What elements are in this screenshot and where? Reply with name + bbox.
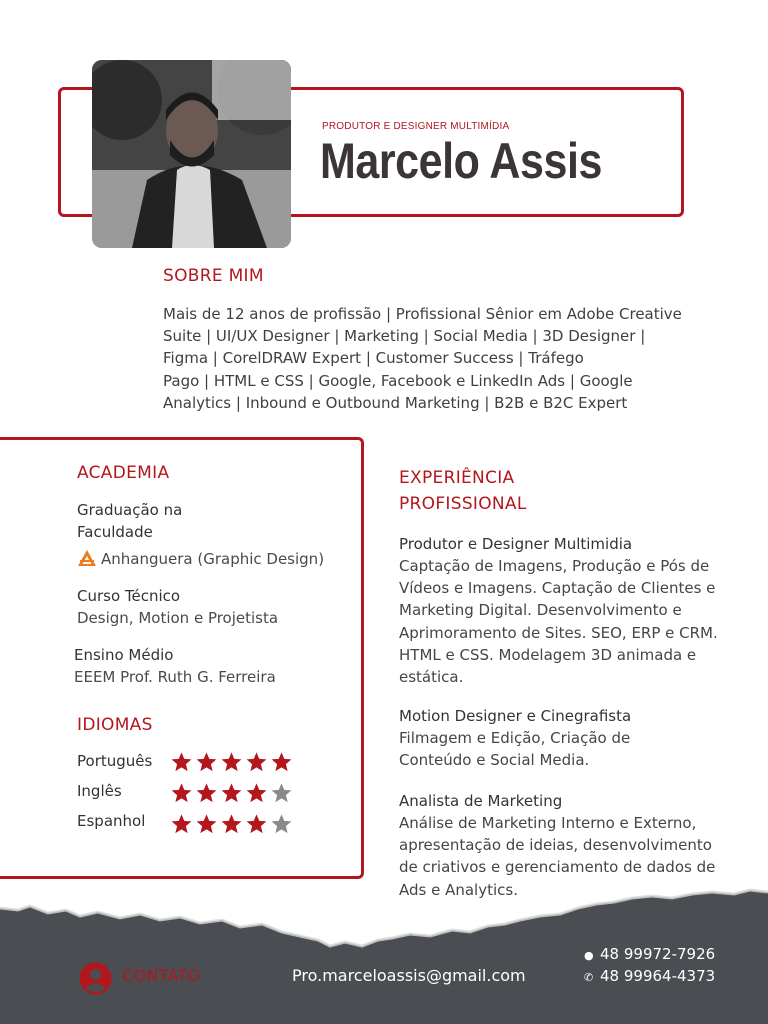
- language-name: Inglês: [77, 782, 122, 800]
- about-line: Mais de 12 anos de profissão | Profissional Sênior em Adobe Creative: [163, 305, 682, 323]
- education-heading: Curso Técnico: [77, 587, 181, 605]
- job-desc-line: Marketing Digital. Desenvolvimento e: [399, 601, 682, 620]
- star-filled-icon: [245, 751, 268, 773]
- star-filled-icon: [170, 782, 193, 804]
- experience-title-line: EXPERIÊNCIA: [399, 468, 515, 488]
- star-filled-icon: [220, 782, 243, 804]
- language-name: Português: [77, 752, 153, 770]
- education-item: [77, 499, 324, 570]
- about-line: Suite | UI/UX Designer | Marketing | Social Media | 3D Designer |: [163, 327, 646, 346]
- experience-title-line: PROFISSIONAL: [399, 494, 527, 514]
- about-line: Pago | HTML e CSS | Google, Facebook e LinkedIn Ads | Google: [163, 371, 633, 390]
- user-circle-icon: [79, 962, 112, 995]
- star-filled-icon: [195, 751, 218, 773]
- contact-label: CONTATO: [122, 966, 201, 985]
- job-desc-line: Ads e Analytics.: [399, 880, 518, 899]
- phone[interactable]: [584, 967, 715, 985]
- job-title: Analista de Marketing: [399, 792, 563, 810]
- job-desc-line: Vídeos e Imagens. Captação de Clientes e: [399, 579, 716, 598]
- profile-photo: [92, 60, 291, 248]
- about-text: [163, 303, 718, 414]
- job-subtitle: PRODUTOR E DESIGNER MULTIMÍDIA: [322, 121, 510, 132]
- job-desc-line: apresentação de ideias, desenvolvimento: [399, 836, 712, 855]
- job-item: [399, 705, 739, 771]
- job-desc-line: Aprimoramento de Sites. SEO, ERP e CRM.: [399, 623, 718, 642]
- star-filled-icon: [245, 782, 268, 804]
- star-filled-icon: [170, 751, 193, 773]
- language-row: [77, 812, 145, 830]
- job-desc-line: Filmagem e Edição, Criação de: [399, 729, 631, 747]
- education-item: [77, 585, 278, 629]
- person-name: Marcelo Assis: [320, 133, 603, 189]
- job-item: [399, 533, 739, 688]
- job-desc-line: estática.: [399, 668, 464, 687]
- rating-stars: [170, 782, 293, 804]
- education-detail-row: [77, 548, 324, 570]
- job-desc-line: de criativos e gerenciamento de dados de: [399, 858, 716, 877]
- job-desc-line: Captação de Imagens, Produção e Pós de: [399, 557, 710, 575]
- education-detail: EEEM Prof. Ruth G. Ferreira: [74, 668, 276, 686]
- job-desc-line: Análise de Marketing Interno e Externo,: [399, 814, 697, 832]
- whatsapp-number: 48 99972-7926: [600, 945, 716, 963]
- education-detail: Design, Motion e Projetista: [77, 609, 279, 627]
- education-item: [74, 644, 276, 688]
- language-row: [77, 782, 122, 800]
- job-title: Motion Designer e Cinegrafista: [399, 707, 632, 725]
- star-empty-icon: [270, 782, 293, 804]
- star-filled-icon: [270, 751, 293, 773]
- whatsapp-icon: ●: [584, 949, 594, 962]
- about-line: Analytics | Inbound e Outbound Marketing | B2B e B2C Expert: [163, 393, 628, 412]
- education-heading: Ensino Médio: [74, 646, 174, 664]
- phone-number: 48 99964-4373: [600, 967, 716, 985]
- experience-title: [399, 465, 527, 517]
- about-line: Figma | CorelDRAW Expert | Customer Success | Tráfego: [163, 349, 584, 368]
- education-heading: Faculdade: [77, 523, 153, 541]
- language-row: [77, 752, 152, 770]
- anhanguera-logo-icon: [77, 549, 97, 567]
- rating-stars: [170, 751, 293, 773]
- academy-title: ACADEMIA: [77, 463, 170, 483]
- rating-stars: [170, 813, 293, 835]
- education-detail: Anhanguera (Graphic Design): [101, 550, 325, 568]
- language-name: Espanhol: [77, 812, 146, 830]
- email-link[interactable]: Pro.marceloassis@gmail.com: [292, 966, 526, 985]
- job-title: Produtor e Designer Multimidia: [399, 535, 633, 553]
- star-filled-icon: [170, 813, 193, 835]
- languages-title: IDIOMAS: [77, 715, 153, 735]
- education-heading: Graduação na: [77, 501, 183, 519]
- star-filled-icon: [195, 813, 218, 835]
- star-filled-icon: [195, 782, 218, 804]
- about-title: SOBRE MIM: [163, 266, 264, 286]
- star-filled-icon: [245, 813, 268, 835]
- star-empty-icon: [270, 813, 293, 835]
- star-filled-icon: [220, 813, 243, 835]
- star-filled-icon: [220, 751, 243, 773]
- phone-icon: ✆: [584, 971, 594, 984]
- job-desc-line: HTML e CSS. Modelagem 3D animada e: [399, 645, 697, 664]
- whatsapp-phone[interactable]: [584, 945, 715, 963]
- job-desc-line: Conteúdo e Social Media.: [399, 751, 590, 770]
